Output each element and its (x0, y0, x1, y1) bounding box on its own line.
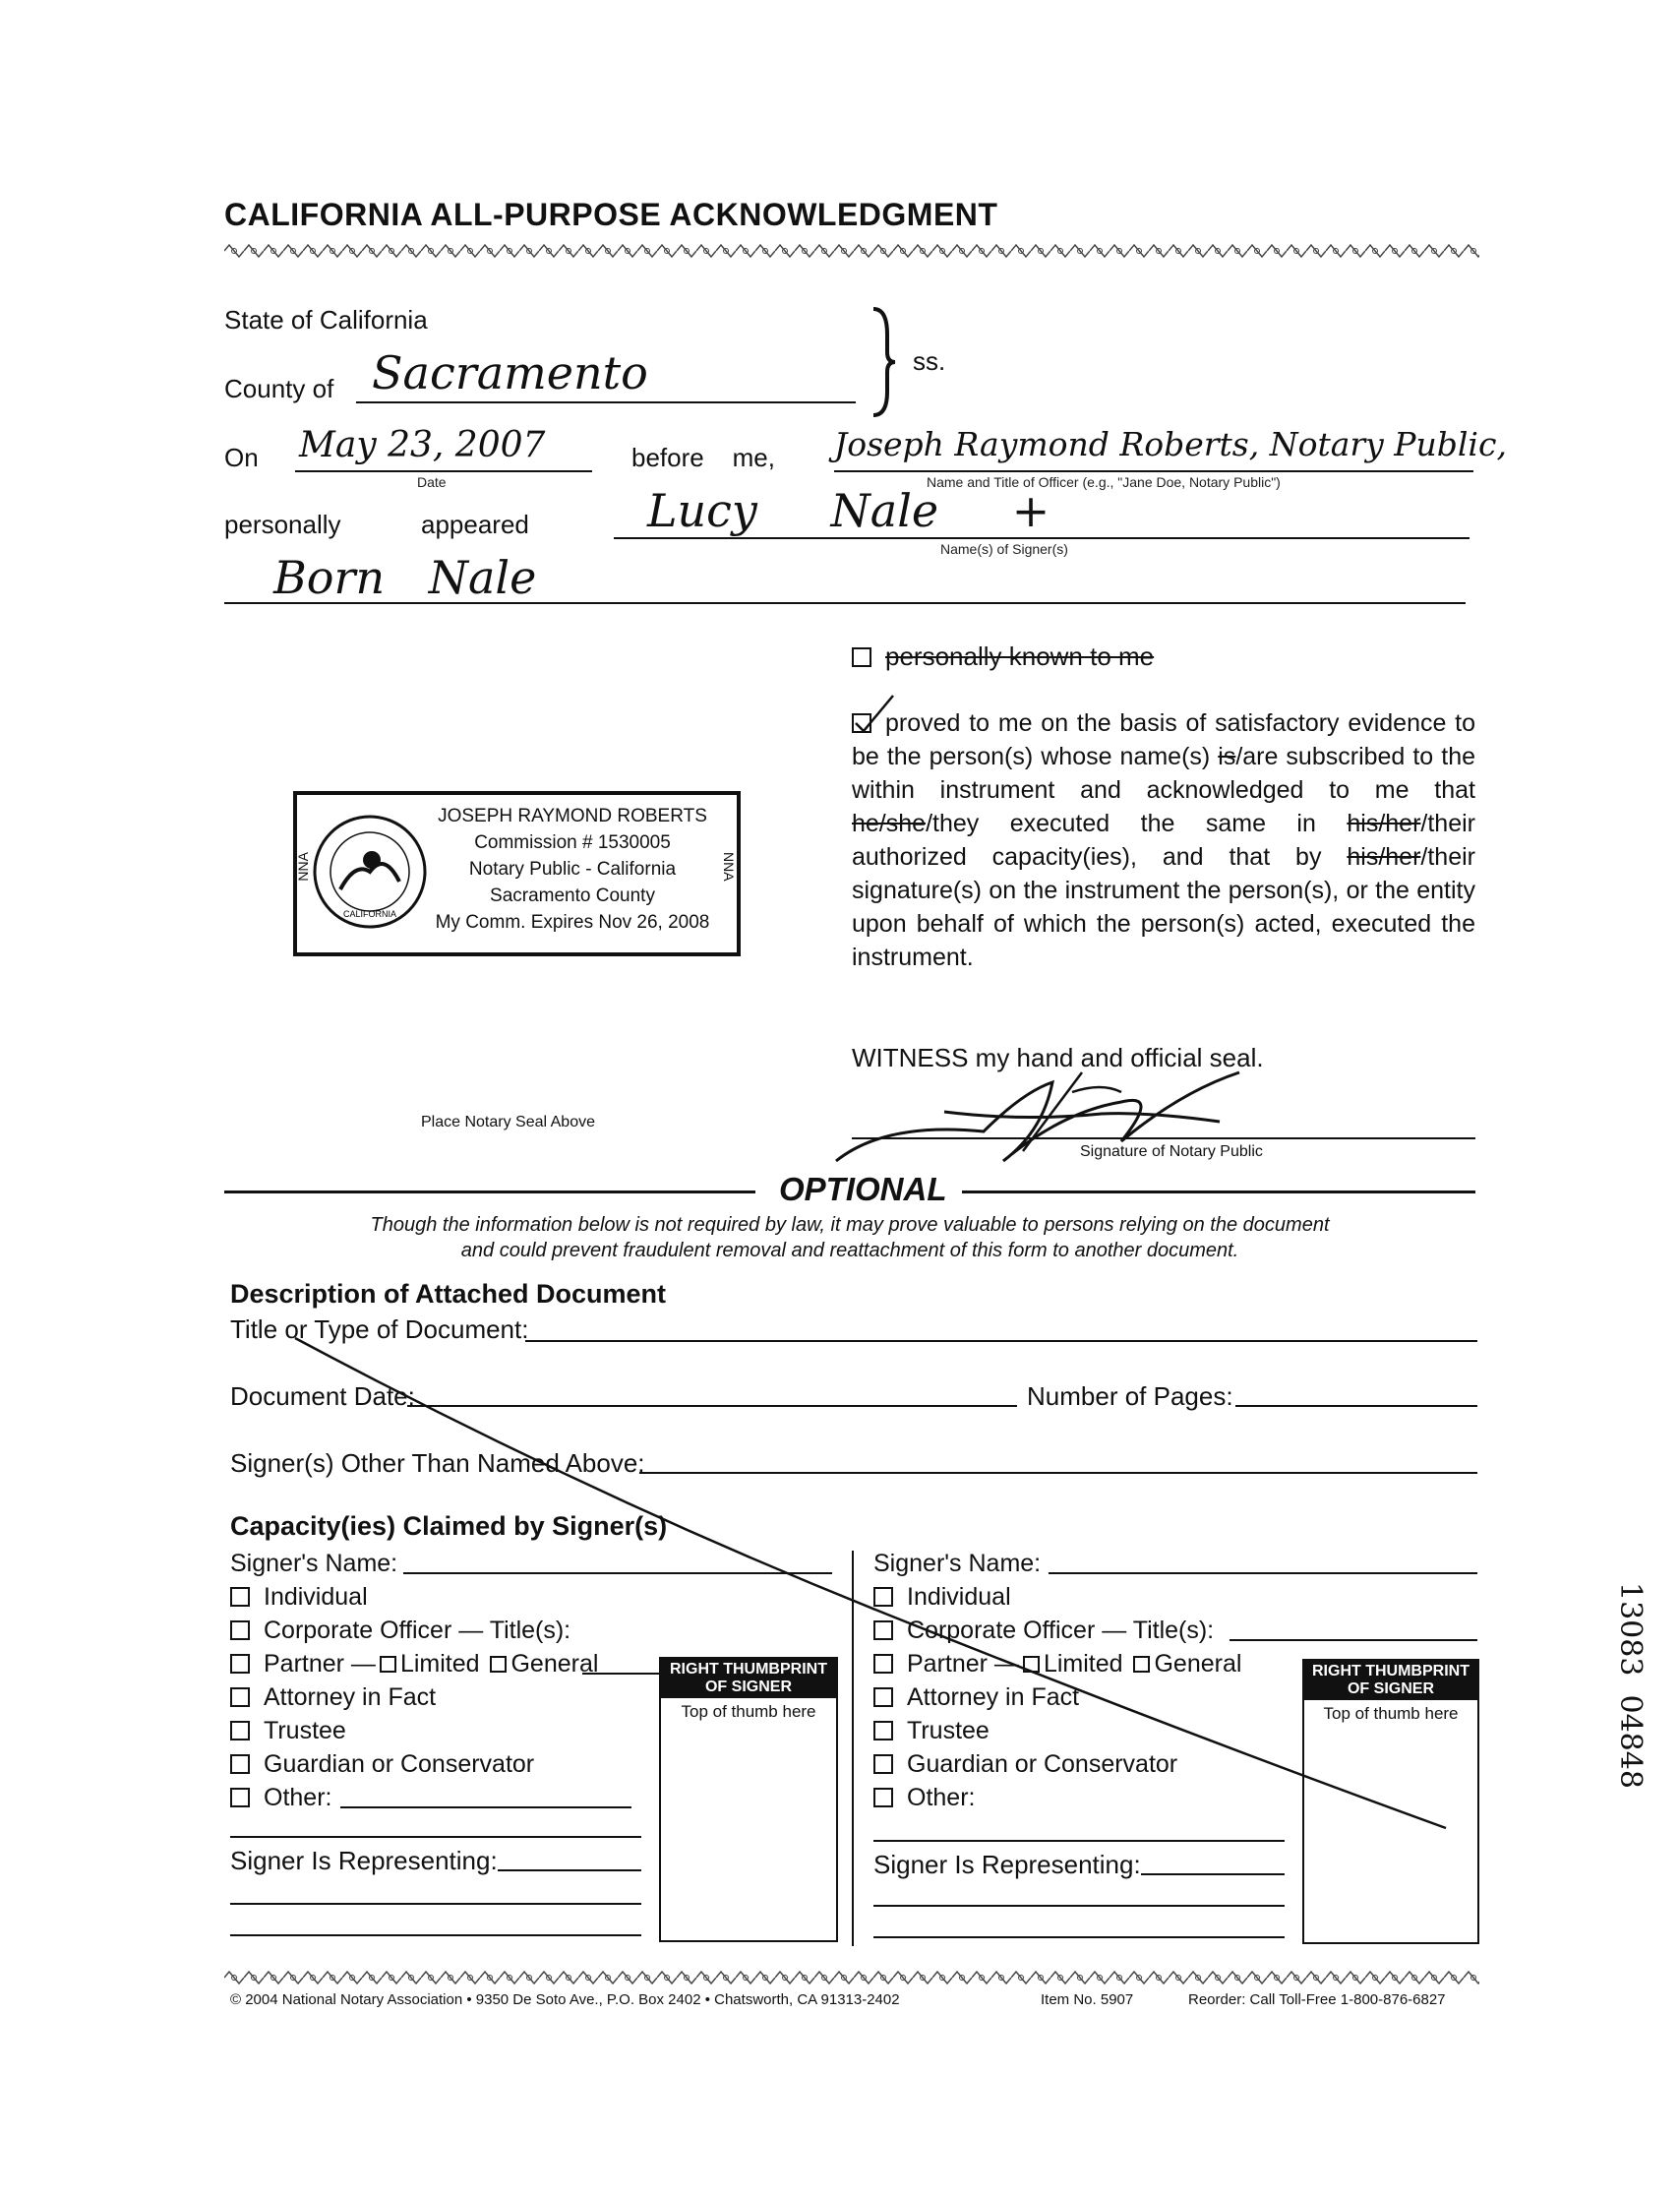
proved-struck-hisher: his/her (1347, 810, 1421, 837)
footer-item: Item No. 5907 (1041, 1991, 1134, 2008)
representing-label-left: Signer Is Representing: (230, 1846, 498, 1875)
other-signers-label: Signer(s) Other Than Named Above: (230, 1448, 645, 1478)
optional-heading: OPTIONAL (779, 1171, 947, 1207)
title-type-label: Title or Type of Document: (230, 1314, 529, 1344)
attorney-label: Attorney in Fact (264, 1683, 437, 1711)
partner-label: Partner — (264, 1650, 376, 1678)
capacities-heading: Capacity(ies) Claimed by Signer(s) (230, 1511, 668, 1541)
signer-name-label-left: Signer's Name: (230, 1550, 398, 1577)
corporate-label: Corporate Officer — Title(s): (907, 1617, 1215, 1644)
corporate-label: Corporate Officer — Title(s): (264, 1617, 571, 1644)
thumb-title-right: RIGHT THUMBPRINT OF SIGNER (1304, 1661, 1477, 1700)
proved-text-3: /they executed the same in (926, 810, 1348, 837)
pages-label: Number of Pages: (1027, 1381, 1233, 1411)
side-stamp-number: 13083 04848 (1613, 1582, 1648, 1789)
individual-label: Individual (907, 1583, 1011, 1611)
trustee-label: Trustee (264, 1717, 346, 1744)
proved-struck-hisher-2: his/her (1347, 843, 1421, 871)
limited-label: Limited (399, 1650, 480, 1678)
trustee-label: Trustee (907, 1717, 990, 1744)
signer-value-1[interactable]: Lucy Nale + (647, 484, 1050, 537)
officer-value[interactable]: Joseph Raymond Roberts, Notary Public, (834, 425, 1507, 463)
seal-caption: Place Notary Seal Above (421, 1114, 595, 1130)
signer-name-label-right: Signer's Name: (873, 1550, 1042, 1577)
on-label: On (224, 443, 259, 472)
general-label: General (510, 1650, 599, 1678)
proved-struck-heshe: he/she (852, 810, 927, 837)
optional-note-line-2: and could prevent fraudulent removal and reattachment of this form to another document. (460, 1240, 1239, 1261)
other-label: Other: (264, 1784, 332, 1811)
county-value[interactable]: Sacramento (372, 346, 648, 399)
representing-label-right: Signer Is Representing: (873, 1850, 1141, 1879)
proved-text-2: /are subscribed to the within instrument and acknowledged to me that (852, 743, 1475, 804)
individual-label: Individual (264, 1583, 368, 1611)
seal-side-right: NNA (721, 852, 737, 882)
seal-side-left: NNA (295, 852, 311, 882)
seal-title: Notary Public - California (468, 859, 677, 880)
thumb-sub-left: Top of thumb here (681, 1702, 816, 1721)
guardian-label: Guardian or Conservator (264, 1750, 535, 1778)
seal-name: JOSEPH RAYMOND ROBERTS (438, 806, 707, 826)
thumb-sub-right: Top of thumb here (1323, 1704, 1459, 1723)
notary-signature-caption: Signature of Notary Public (1080, 1143, 1263, 1160)
witness-text: WITNESS my hand and official seal. (852, 1043, 1264, 1072)
thumb-title-left: RIGHT THUMBPRINT OF SIGNER (661, 1659, 836, 1698)
proved-text-4: /their authorized capacity(ies), and that by (852, 810, 1475, 871)
document-date-label: Document Date: (230, 1381, 415, 1411)
date-value[interactable]: May 23, 2007 (299, 425, 546, 465)
footer-reorder: Reorder: Call Toll-Free 1-800-876-6827 (1188, 1991, 1446, 2008)
limited-label: Limited (1043, 1650, 1123, 1678)
county-label: County of (224, 374, 334, 403)
seal-county: Sacramento County (490, 885, 655, 906)
seal-commission: Commission # 1530005 (474, 832, 671, 853)
guardian-label: Guardian or Conservator (907, 1750, 1178, 1778)
seal-expires: My Comm. Expires Nov 26, 2008 (435, 912, 710, 933)
document-title: CALIFORNIA ALL-PURPOSE ACKNOWLEDGMENT (224, 197, 998, 232)
state-label: State of California (224, 305, 428, 335)
officer-caption: Name and Title of Officer (e.g., "Jane Doe, Notary Public") (927, 474, 1281, 490)
before-me-label: before me, (631, 443, 775, 472)
personally-label: personally (224, 510, 341, 539)
known-label: personally known to me (885, 641, 1155, 671)
proved-struck-is: is (1218, 743, 1236, 770)
proved-text-5: /their signature(s) on the instrument the person(s), or the entity upon behalf of which the person(s) acted, executed the instrument. (852, 843, 1475, 971)
general-label: General (1154, 1650, 1242, 1678)
emblem-label: CALIFORNIA (342, 909, 397, 919)
footer-copyright: © 2004 National Notary Association • 9350 De Soto Ave., P.O. Box 2402 • Chatsworth, CA 91313-2402 (230, 1991, 900, 2008)
date-caption: Date (417, 474, 447, 490)
decorative-border-bottom (224, 1970, 1479, 1985)
description-heading: Description of Attached Document (230, 1279, 667, 1309)
partner-label: Partner — (907, 1650, 1019, 1678)
signer-caption: Name(s) of Signer(s) (940, 541, 1068, 557)
appeared-label: appeared (421, 510, 529, 539)
ss-label: ss. (913, 346, 946, 376)
proved-text: proved to me on the basis of satisfactory evidence to be the person(s) whose name(s) (852, 709, 1475, 770)
other-label: Other: (907, 1784, 976, 1811)
attorney-label: Attorney in Fact (907, 1683, 1080, 1711)
optional-note-line-1: Though the information below is not required by law, it may prove valuable to persons relying on the document (370, 1214, 1330, 1236)
signer-value-2[interactable]: Born Nale (273, 551, 537, 604)
